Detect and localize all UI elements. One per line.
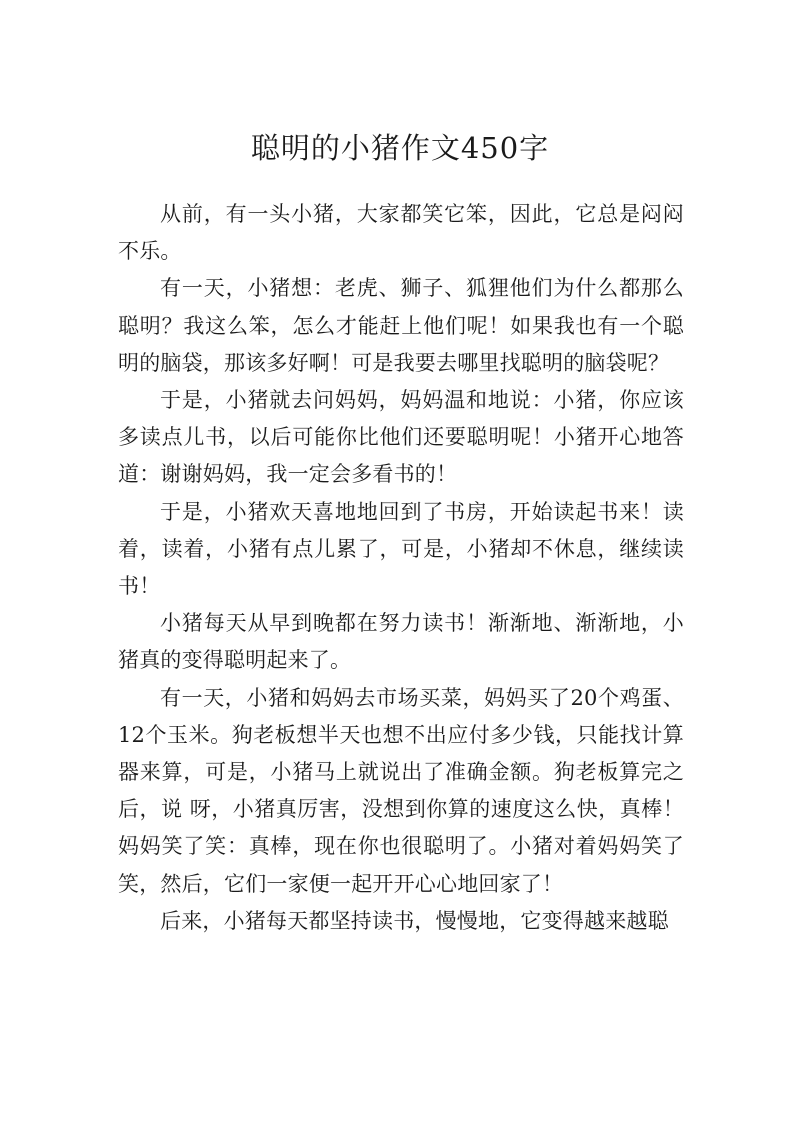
paragraph: 于是，小猪欢天喜地地回到了书房，开始读起书来！读着，读着，小猪有点儿累了，可是，小猪却不休息，继续读书！	[118, 499, 684, 599]
document-title: 聪明的小猪作文450字	[250, 131, 550, 165]
paragraph: 有一天，小猪想：老虎、狮子、狐狸他们为什么都那么聪明？我这么笨，怎么才能赶上他们呢！如果我也有一个聪明的脑袋，那该多好啊！可是我要去哪里找聪明的脑袋呢？	[118, 276, 684, 375]
paragraph: 小猪每天从早到晚都在努力读书！渐渐地、渐渐地，小猪真的变得聪明起来了。	[118, 611, 684, 673]
paragraph: 后来，小猪每天都坚持读书，慢慢地，它变得越来越聪	[160, 908, 669, 933]
paragraph: 从前，有一头小猪，大家都笑它笨，因此，它总是闷闷不乐。	[118, 202, 684, 264]
document-body	[118, 196, 684, 940]
paragraph: 有一天，小猪和妈妈去市场买菜，妈妈买了20个鸡蛋、12个玉米。狗老板想半天也想不出应付多少钱，只能找计算器来算，可是，小猪马上就说出了准确金额。狗老板算完之后，说 呀，小猪真厉害，没想到你算的速度这么快，真棒！妈妈笑了笑：真棒，现在你也很聪明了。小猪对着妈妈笑了笑，然后，它们一家便一起开开心心地回家了！	[118, 685, 684, 896]
paragraph: 于是，小猪就去问妈妈，妈妈温和地说：小猪，你应该多读点儿书，以后可能你比他们还要聪明呢！小猪开心地答道：谢谢妈妈，我一定会多看书的！	[118, 388, 684, 487]
